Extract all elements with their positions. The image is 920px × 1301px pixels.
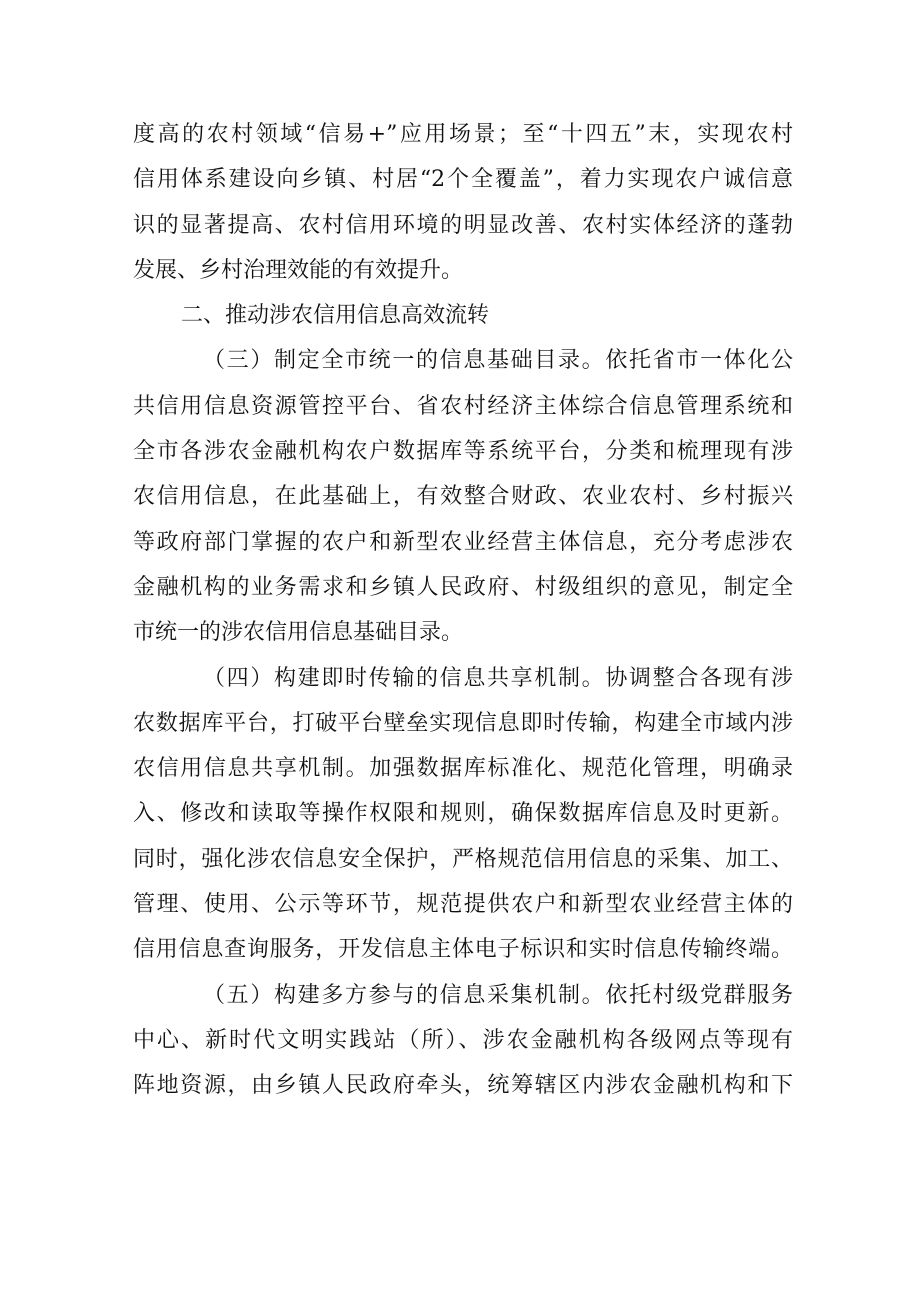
text-line: 市统一的涉农信用信息基础目录。 bbox=[133, 620, 464, 646]
text-line: 度高的农村领域“信易+”应用场景；至“十四五”末，实现农村 bbox=[133, 122, 793, 147]
text-line: 农信用信息，在此基础上，有效整合财政、农业农村、乡村振兴 bbox=[133, 484, 793, 510]
paragraph-title-line: （五）构建多方参与的信息采集机制。依托村级党群服务 bbox=[203, 982, 793, 1008]
text-line: 中心、新时代文明实践站（所）、涉农金融机构各级网点等现有 bbox=[133, 1027, 793, 1053]
text-line: 等政府部门掌握的农户和新型农业经营主体信息，充分考虑涉农 bbox=[133, 529, 793, 555]
text-line: 信用信息查询服务，开发信息主体电子标识和实时信息传输终端。 bbox=[133, 937, 793, 963]
text-line: 阵地资源，由乡镇人民政府牵头，统筹辖区内涉农金融机构和下 bbox=[133, 1073, 793, 1099]
paragraph-title-line: （三）制定全市统一的信息基础目录。依托省市一体化公 bbox=[203, 348, 793, 374]
body-text bbox=[133, 112, 793, 1109]
text-line: 识的显著提高、农村信用环境的明显改善、农村实体经济的蓬勃 bbox=[133, 212, 793, 238]
section-heading: 二、推动涉农信用信息高效流转 bbox=[181, 303, 490, 329]
text-line: 管理、使用、公示等环节，规范提供农户和新型农业经营主体的 bbox=[133, 892, 793, 918]
text-line: 发展、乡村治理效能的有效提升。 bbox=[133, 257, 464, 283]
text-line: 信用体系建设向乡镇、村居“2个全覆盖”，着力实现农户诚信意 bbox=[133, 167, 793, 193]
text-line: 共信用信息资源管控平台、省农村经济主体综合信息管理系统和 bbox=[133, 393, 793, 419]
text-line: 全市各涉农金融机构农户数据库等系统平台，分类和梳理现有涉 bbox=[133, 439, 793, 465]
text-line: 金融机构的业务需求和乡镇人民政府、村级组织的意见，制定全 bbox=[133, 574, 793, 600]
text-line: 农数据库平台，打破平台壁垒实现信息即时传输，构建全市域内涉 bbox=[133, 710, 793, 736]
text-line: 入、修改和读取等操作权限和规则，确保数据库信息及时更新。 bbox=[133, 801, 793, 827]
text-line: 同时，强化涉农信息安全保护，严格规范信用信息的采集、加工、 bbox=[133, 846, 793, 872]
text-line: 农信用信息共享机制。加强数据库标准化、规范化管理，明确录 bbox=[133, 756, 793, 782]
paragraph-title-line: （四）构建即时传输的信息共享机制。协调整合各现有涉 bbox=[203, 665, 793, 691]
